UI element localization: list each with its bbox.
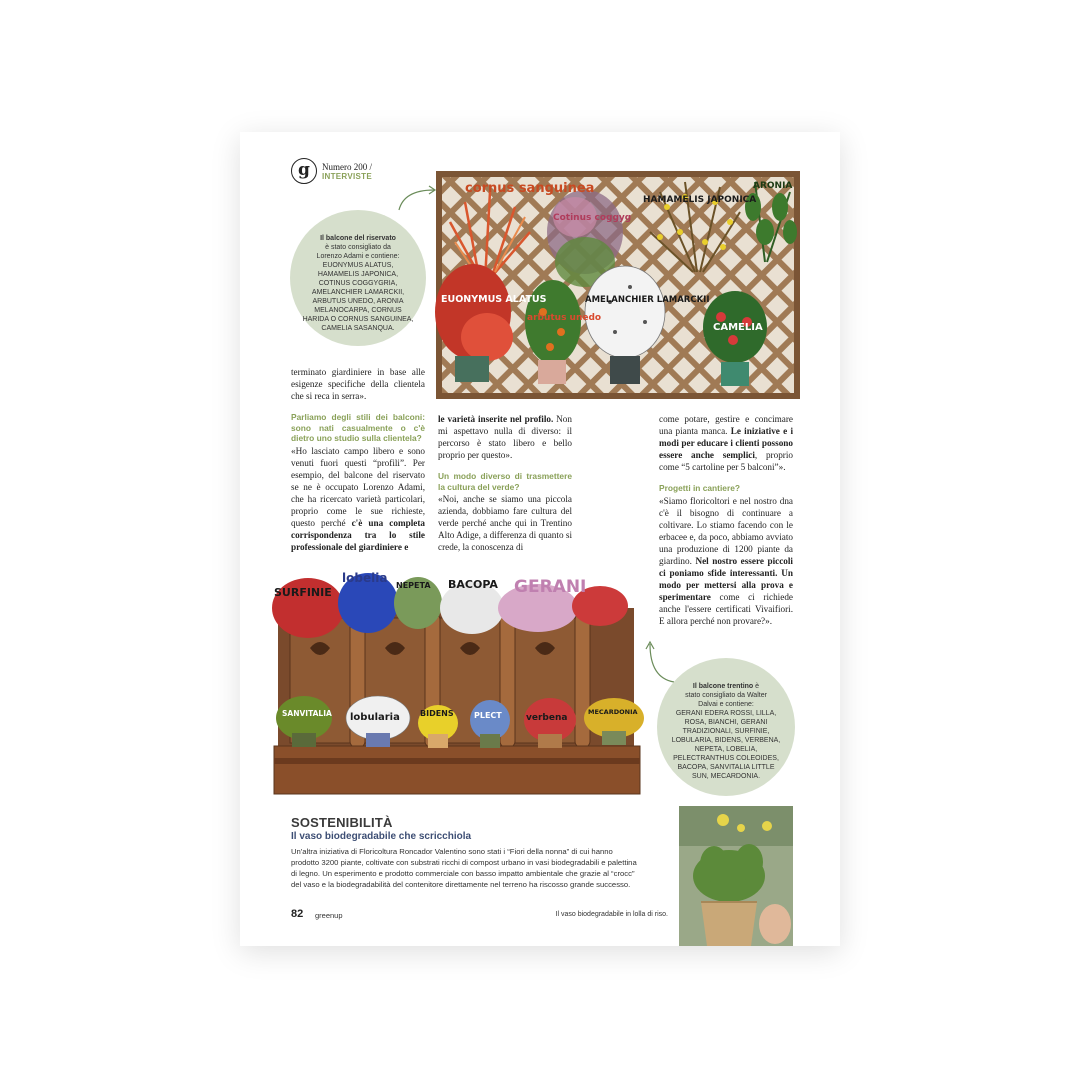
label-sanvitalia: SANVITALIA [282,709,332,718]
col3-question: Progetti in cantiere? [659,483,740,493]
label-bidens: BIDENS [420,709,454,718]
balcony-circle-line2: Dalvai e contiene: [698,701,754,708]
trellis-circle-title: Il balcone del riservato [320,235,396,242]
label-aronia: ARONIA [753,181,793,191]
magazine-logo: g [291,158,317,184]
label-gerani: GERANI [514,577,587,597]
label-lobularia: lobularia [350,712,400,723]
biodegradable-pot-photo [679,806,793,946]
trellis-circle-plants: EUONYMUS ALATUS, HAMAMELIS JAPONICA, COTINUS COGGYGRIA, AMELANCHIER LAMARCKII, ARBUTUS UNEDO, ARONIA MELANOCARPA, CORNUS HARIDA O CORNUS SANGUINEA, CAMELIA SASANQUA. [302,262,414,332]
sustainability-subtitle: Il vaso biodegradabile che scricchiola [291,831,472,842]
col3-paragraph-1: come potare, gestire e concimare una pianta manca. Le iniziative e i modi per educare i clienti possono essere anche semplici, proprio come “5 cartoline per 5 balconi”». [659,414,794,472]
label-mecardonia: MECARDONIA [588,708,638,716]
balcony-info-circle [657,658,795,796]
label-amelanchier: AMELANCHIER LAMARCKII [585,295,710,305]
section-label: INTERVISTE [322,172,372,181]
page-number: 82 [291,908,304,920]
arrow-to-trellis [396,184,438,212]
col2-question: Un modo diverso di trasmettere la cultura del verde? [438,471,572,492]
balcony-circle-title-line: Il balcone trentino è [692,683,760,690]
label-verbena: verbena [526,713,568,723]
label-cornus: cornus sanguinea [465,181,595,196]
balcony-circle-plants: GERANI EDERA ROSSI, LILLA, ROSA, BIANCHI, GERANI TRADIZIONALI, SURFINIE, LOBULARIA, BIDENS, VERBENA, NEPETA, LOBELIA, PELECTRANTHUS COLEOIDES, BACOPA, SANVITALIA LITTLE SUN, MECARDONIA. [671,710,781,780]
label-euonymus: EUONYMUS ALATUS [441,294,547,305]
col1-question: Parliamo degli stili dei balconi: sono nati casualmente o c'è dietro uno studio sulla clientela? [291,412,425,443]
label-hamamelis: HAMAMELIS JAPONICA [643,195,757,205]
text-column-3 [659,413,793,627]
col1-paragraph-1: terminato giardiniere in base alle esigenze specifiche della clientela che si reca in serra». [291,367,425,401]
magazine-name: greenup [315,911,343,920]
label-cotinus: Cotinus coggyg [553,213,632,223]
label-nepeta: NEPETA [396,581,431,590]
label-camelia: CAMELIA [713,322,763,333]
sustainability-body: Un'altra iniziativa di Floricoltura Roncador Valentino sono stati i “Fiori della nonna” di cui hanno prodotto 3200 piante, coltivate con substrati ricchi di compost urbano in vasi biodegradabili e palettina di legno. Un esperimento e prodotto commerciale con basso impatto ambientale che grazie al “crocc” del vaso e la biodegradabilità del contenitore direttamente nel terreno ha riscosso grande successo. [291,847,637,889]
balcony-illustration [270,568,650,800]
trellis-circle-line2: Lorenzo Adami e contiene: [316,253,400,260]
trellis-illustration [435,162,807,400]
col2-paragraph-1: le varietà inserite nel profilo. Non mi aspettavo nulla di diverso: il percorso è stato libero e bello proprio per questo». [438,414,572,460]
label-plectranthus: PLECT [474,711,502,720]
trellis-info-circle [290,210,426,346]
trellis-circle-line1: è stato consigliato da [325,244,391,251]
balcony-circle-line1: stato consigliato da Walter [685,692,767,699]
label-bacopa: BACOPA [448,578,498,591]
col2-paragraph-2: «Noi, anche se siamo una piccola azienda, dobbiamo fare cultura del verde perché anche qui in Trentino Alto Adige, a differenza di quanto si crede, la conoscenza di [438,494,572,552]
sustainability-heading: SOSTENIBILITÀ [291,815,393,830]
col1-paragraph-2: «Ho lasciato campo libero e sono venuti fuori questi “profili”. Per esempio, del balcone del riservato se ne è occupato Lorenzo Adami, che ha ricercato varietà particolari, proprio come le sue richieste, questo perché c'è una completa corrispondenza tra lo stile professionale del giardiniere e [291,445,425,552]
magazine-page [240,132,840,946]
photo-caption: Il vaso biodegradabile in lolla di riso. [555,911,668,918]
text-column-2 [438,413,572,553]
arrow-to-balcony [644,638,676,684]
text-column-1 [291,366,425,553]
label-surfinie: SURFINIE [274,586,332,599]
label-arbutus: arbutus unedo [527,313,602,323]
col3-paragraph-2: «Siamo floricoltori e nel nostro dna c'è il bisogno di continuare a coltivare. Lo stiamo facendo con le erbacee e, da poco, abbiamo avviato una produzione di 1200 piante da giardino. Nel nostro essere piccoli ci poniamo sfide interessanti. Un modo per mettersi alla prova e sperimentare come ci richiede anche l'essere certificati Vivaifiori. E allora perché non provare?». [659,495,793,626]
issue-number: Numero 200 / [322,162,372,172]
label-lobelia: lobelia [342,571,388,585]
